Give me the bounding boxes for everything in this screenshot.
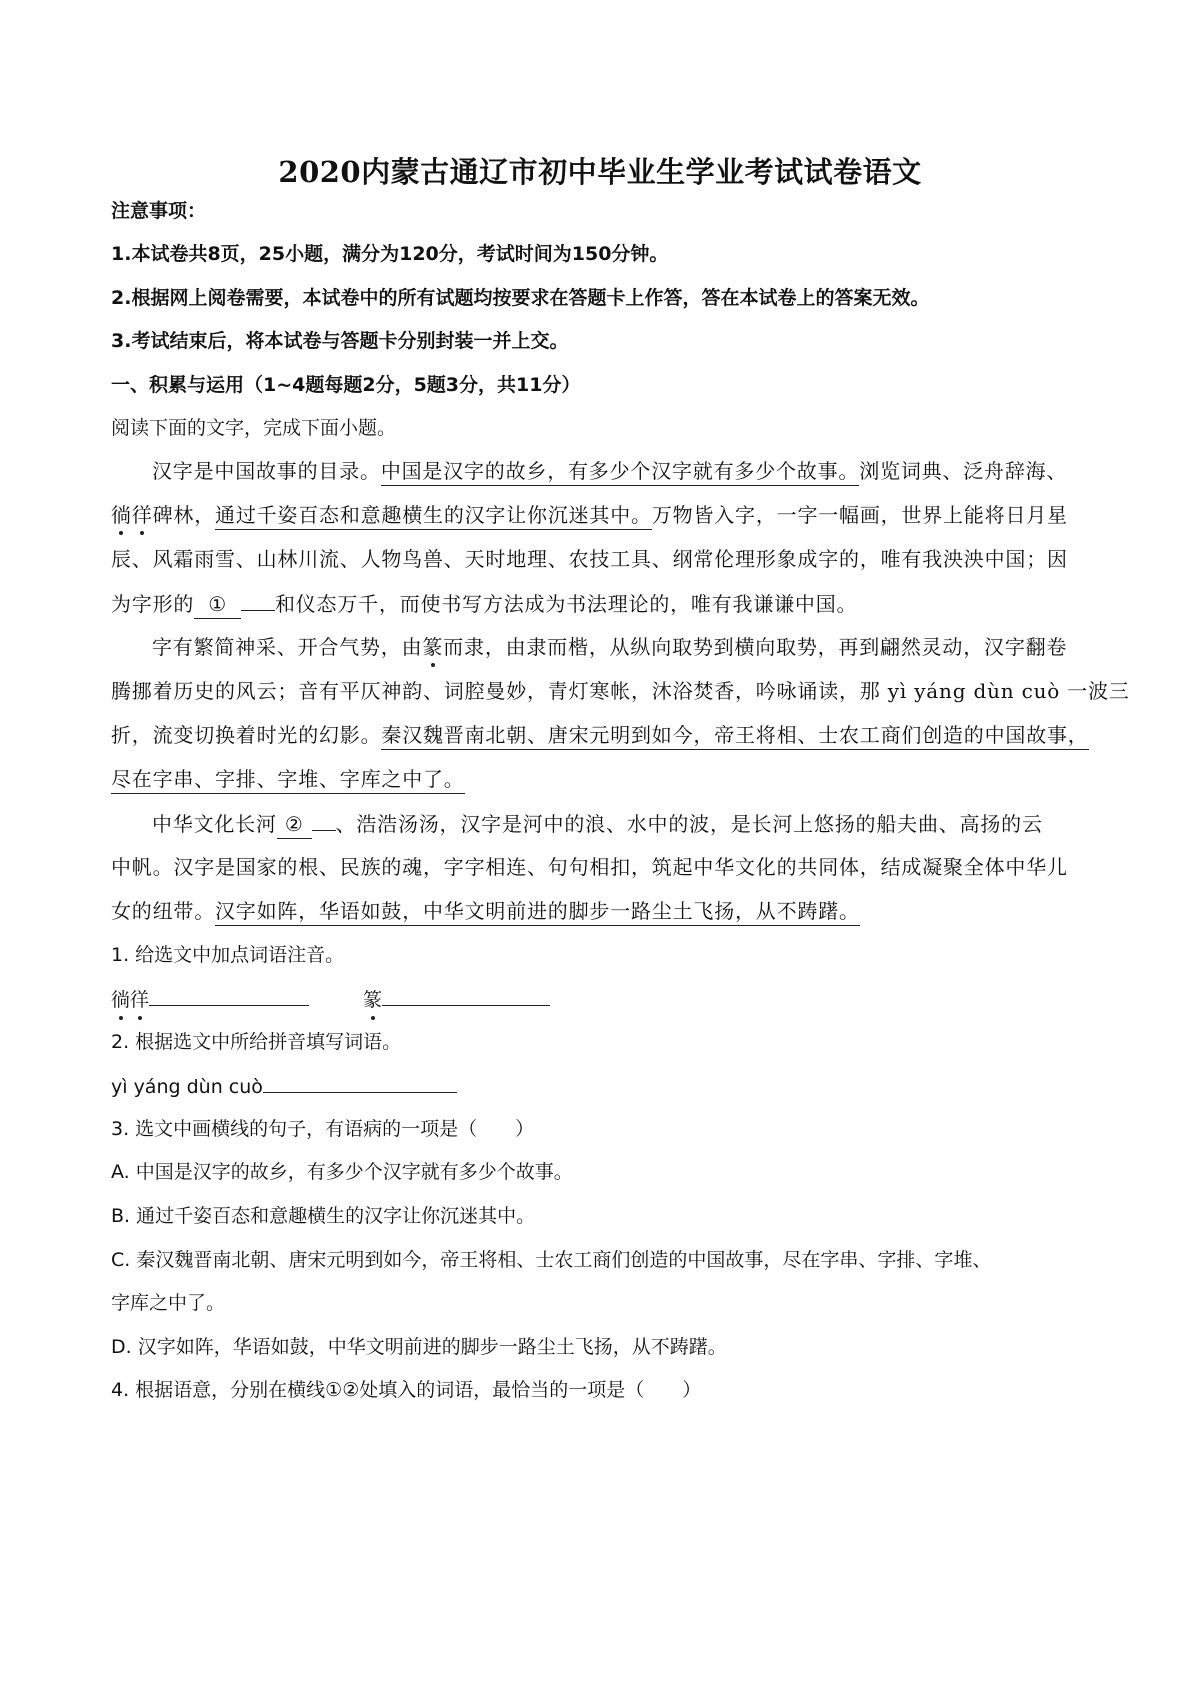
notice-heading: 注意事项： [111, 200, 207, 222]
text-run: 而隶，由隶而楷，从纵向取势到横向取势，再到翩然灵动，汉字翻卷 [443, 635, 1068, 659]
text-run: 和仪态万千，而使书写方法成为书法理论的，唯有我谦谦中国。 [274, 592, 858, 616]
question-3-option-c-cont: 字库之中了。 [111, 1292, 226, 1314]
question-3-option-a: A. 中国是汉字的故乡，有多少个汉字就有多少个故事。 [111, 1161, 573, 1183]
text-run: 万物皆入字，一字一幅画，世界上能将日月星 [651, 503, 1068, 527]
text-run: 浏览词典、泛舟辞海、 [859, 459, 1068, 483]
text-run: 字有繁简神采、开合气势，由 [152, 635, 423, 659]
dotted-char: 徉 [130, 989, 150, 1011]
underlined-sentence-d: 汉字如阵，华语如鼓，中华文明前进的脚步一路尘土飞扬，从不踌躇。 [215, 899, 860, 926]
passage-p2-line-3 [111, 722, 1089, 748]
fill-blank-1: ① [194, 592, 241, 619]
notice-item-2: 2.根据网上阅卷需要，本试卷中的所有试题均按要求在答题卡上作答，答在本试卷上的答案无效。 [111, 287, 930, 309]
blank-line [241, 590, 275, 611]
passage-p3-line-2: 中帆。汉字是国家的根、民族的魂，字字相连、句句相扣，筑起中华文化的共同体，结成凝聚全体中华儿 [111, 855, 1068, 879]
blank-line [312, 810, 336, 831]
passage-p2-line-1 [152, 634, 1067, 660]
underlined-sentence-c: 秦汉魏晋南北朝、唐宋元明到如今，帝王将相、士农工商们创造的中国故事， [381, 723, 1088, 750]
question-3-option-d: D. 汉字如阵，华语如鼓，中华文明前进的脚步一路尘土飞扬，从不踌躇。 [111, 1336, 727, 1358]
dotted-char: 徉 [131, 503, 153, 527]
section-heading: 一、积累与运用（1~4题每题2分，5题3分，共11分） [111, 374, 581, 396]
passage-p2-line-4 [111, 766, 465, 792]
question-2-answer [111, 1072, 457, 1100]
answer-blank-1[interactable] [149, 985, 309, 1006]
dotted-char: 篆 [422, 635, 444, 659]
notice-item-3: 3.考试结束后，将本试卷与答题卡分别封装一并上交。 [111, 330, 569, 352]
question-3-option-b: B. 通过千姿百态和意趣横生的汉字让你沉迷其中。 [111, 1205, 536, 1227]
text-run: 女的纽带。 [111, 899, 215, 923]
text-run: 中华文化长河 [152, 812, 277, 836]
dotted-char: 篆 [363, 989, 383, 1011]
passage-p2-line-2: 腾挪着历史的风云；音有平仄神韵、词腔曼妙，青灯寒帐，沐浴焚香，吟咏诵读，那 yì yáng dùn cuò 一波三 [111, 679, 1130, 703]
dotted-char: 徜 [111, 503, 132, 527]
underlined-sentence-b: 通过千姿百态和意趣横生的汉字让你沉迷其中。 [215, 503, 652, 530]
pinyin-text: yì yáng dùn cuò [111, 1076, 263, 1098]
passage-p1-line-3: 辰、风霜雨雪、山林川流、人物鸟兽、天时地理、农技工具、纲常伦理形象成字的，唯有我泱泱中国；因 [111, 547, 1068, 571]
text-run: 汉字是中国故事的目录。 [152, 459, 381, 483]
passage-p1-line-4 [111, 590, 857, 617]
passage-p1-line-1 [152, 458, 1067, 484]
passage-p3-line-3 [111, 898, 860, 924]
text-run: 为字形的 [111, 592, 195, 616]
reading-instruction: 阅读下面的文字，完成下面小题。 [111, 417, 397, 439]
page-title: 2020内蒙古通辽市初中毕业生学业考试试卷语文 [278, 155, 922, 189]
question-3-option-c: C. 秦汉魏晋南北朝、唐宋元明到如今，帝王将相、士农工商们创造的中国故事，尽在字串、字排、字堆、 [111, 1249, 992, 1271]
question-1: 1. 给选文中加点词语注音。 [111, 944, 345, 966]
text-run: 碑林， [152, 503, 216, 527]
answer-blank-2[interactable] [382, 985, 550, 1006]
dotted-char: 徜 [111, 989, 131, 1011]
fill-blank-2: ② [277, 812, 312, 839]
passage-p3-line-1 [152, 810, 1043, 837]
question-2: 2. 根据选文中所给拼音填写词语。 [111, 1031, 402, 1053]
question-1-answers [111, 985, 550, 1013]
text-run: 、浩浩汤汤，汉字是河中的浪、水中的波，是长河上悠扬的船夫曲、高扬的云 [335, 812, 1043, 836]
text-run: 折，流变切换着时光的幻影。 [111, 723, 382, 747]
notice-item-1: 1.本试卷共8页，25小题，满分为120分，考试时间为150分钟。 [111, 243, 669, 265]
answer-blank-3[interactable] [263, 1072, 457, 1093]
question-4: 4. 根据语意，分别在横线①②处填入的词语，最恰当的一项是（ ） [111, 1379, 702, 1401]
underlined-sentence-c-end: 尽在字串、字排、字堆、字库之中了。 [111, 767, 465, 794]
passage-p1-line-2 [111, 502, 1068, 528]
question-3: 3. 选文中画横线的句子，有语病的一项是（ ） [111, 1118, 535, 1140]
underlined-sentence-a: 中国是汉字的故乡，有多少个汉字就有多少个故事。 [381, 459, 859, 486]
